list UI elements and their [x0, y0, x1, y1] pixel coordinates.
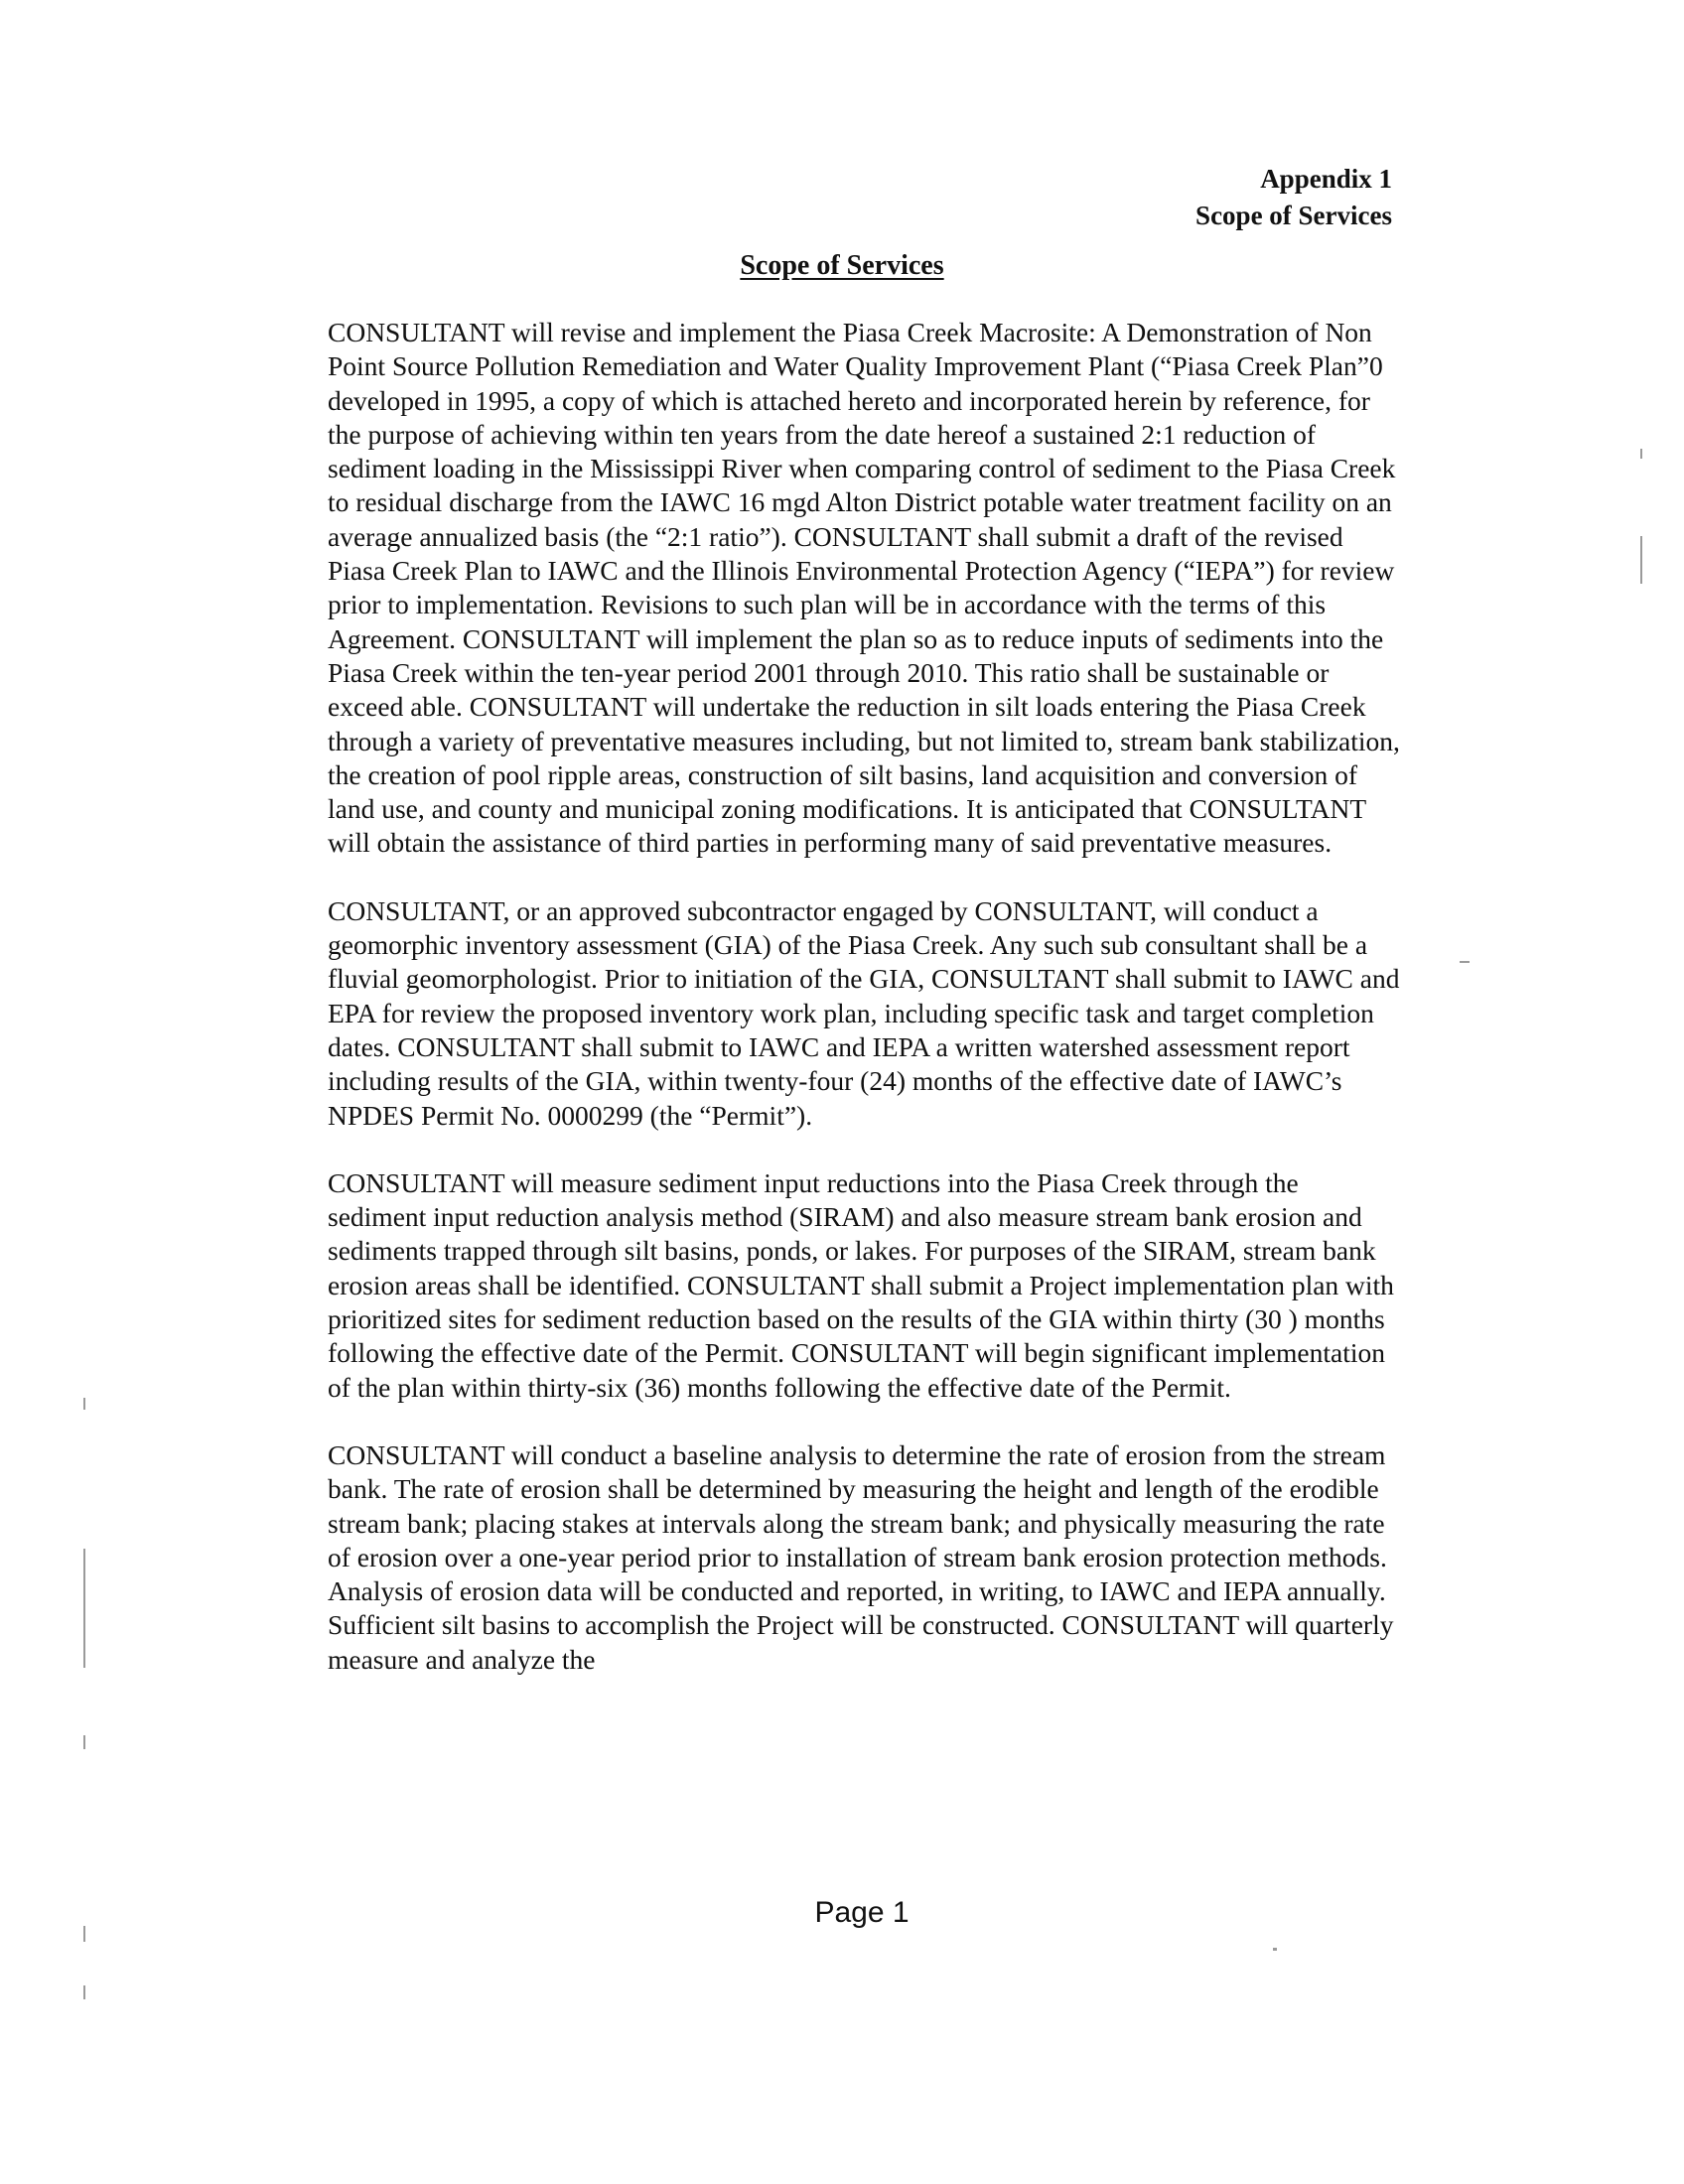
paragraph-revise-plan: CONSULTANT will revise and implement the Piasa Creek Macrosite: A Demonstration of Non Point Source Pollution Remediation and Water Quality Improvement Plant (“Piasa Creek Plan”0 developed in 1995, a copy of which is attached hereto and incorporated herein by reference, for the purpose of achieving within ten years from the date hereof a sustained 2:1 reduction of sediment loading in the Mississippi River when comparing control of sediment to the Piasa Creek to residual discharge from the IAWC 16 mgd Alton District potable water treatment facility on an average annualized basis (the “2:1 ratio”). CONSULTANT shall submit a draft of the revised Piasa Creek Plan to IAWC and the Illinois Environmental Protection Agency (“IEPA”) for review prior to implementation. Revisions to such plan will be in accordance with the terms of this Agreement. CONSULTANT will implement the plan so as to reduce inputs of sediments into the Piasa Creek within the ten-year period 2001 through 2010. This ratio shall be sustainable or exceed able. CONSULTANT will undertake the reduction in silt loads entering the Piasa Creek through a variety of preventative measures including, but not limited to, stream bank stabilization, the creation of pool ripple areas, construction of silt basins, land acquisition and conversion of land use, and county and municipal zoning modifications. It is anticipated that CONSULTANT will obtain the assistance of third parties in performing many of said preventative measures.: [328, 317, 1400, 859]
scan-artifact: [1460, 961, 1470, 963]
scan-artifact: [83, 1926, 85, 1942]
scan-artifact: [1640, 449, 1642, 459]
appendix-label: Appendix 1: [1260, 164, 1392, 194]
scan-artifact: [83, 1549, 85, 1668]
paragraph-baseline-analysis: CONSULTANT will conduct a baseline analysis to determine the rate of erosion from the stream bank. The rate of erosion shall be determined by measuring the height and length of the erodible stream bank; placing stakes at intervals along the stream bank; and physically measuring the rate of erosion over a one-year period prior to installation of stream bank erosion protection methods. Analysis of erosion data will be conducted and reported, in writing, to IAWC and IEPA annually. Sufficient silt basins to accomplish the Project will be constructed. CONSULTANT will quarterly measure and analyze the: [328, 1438, 1394, 1675]
paragraph-sediment-measurement: CONSULTANT will measure sediment input reductions into the Piasa Creek through the sediment input reduction analysis method (SIRAM) and also measure stream bank erosion and sediments trapped through silt basins, ponds, or lakes. For purposes of the SIRAM, stream bank erosion areas shall be identified. CONSULTANT shall submit a Project implementation plan with prioritized sites for sediment reduction based on the results of the GIA within thirty (30 ) months following the effective date of the Permit. CONSULTANT will begin significant implementation of the plan within thirty-six (36) months following the effective date of the Permit.: [328, 1166, 1394, 1403]
scan-artifact: [83, 1398, 85, 1410]
scan-artifact: [83, 1735, 85, 1749]
scan-artifact: [1273, 1948, 1277, 1951]
scan-artifact: [83, 1985, 85, 1999]
appendix-header: [1195, 161, 1392, 234]
page-number: Page 1: [814, 1896, 910, 1929]
appendix-subtitle: Scope of Services: [1195, 201, 1392, 230]
paragraph-geomorphic-assessment: CONSULTANT, or an approved subcontractor engaged by CONSULTANT, will conduct a geomorphic inventory assessment (GIA) of the Piasa Creek. Any such sub consultant shall be a fluvial geomorphologist. Prior to initiation of the GIA, CONSULTANT shall submit to IAWC and EPA for review the proposed inventory work plan, including specific task and target completion dates. CONSULTANT shall submit to IAWC and IEPA a written watershed assessment report including results of the GIA, within twenty-four (24) months of the effective date of IAWC’s NPDES Permit No. 0000299 (the “Permit”).: [328, 894, 1400, 1131]
document-body: [328, 316, 1400, 1710]
scan-artifact: [1640, 536, 1642, 584]
page-title: Scope of Services: [740, 250, 944, 281]
